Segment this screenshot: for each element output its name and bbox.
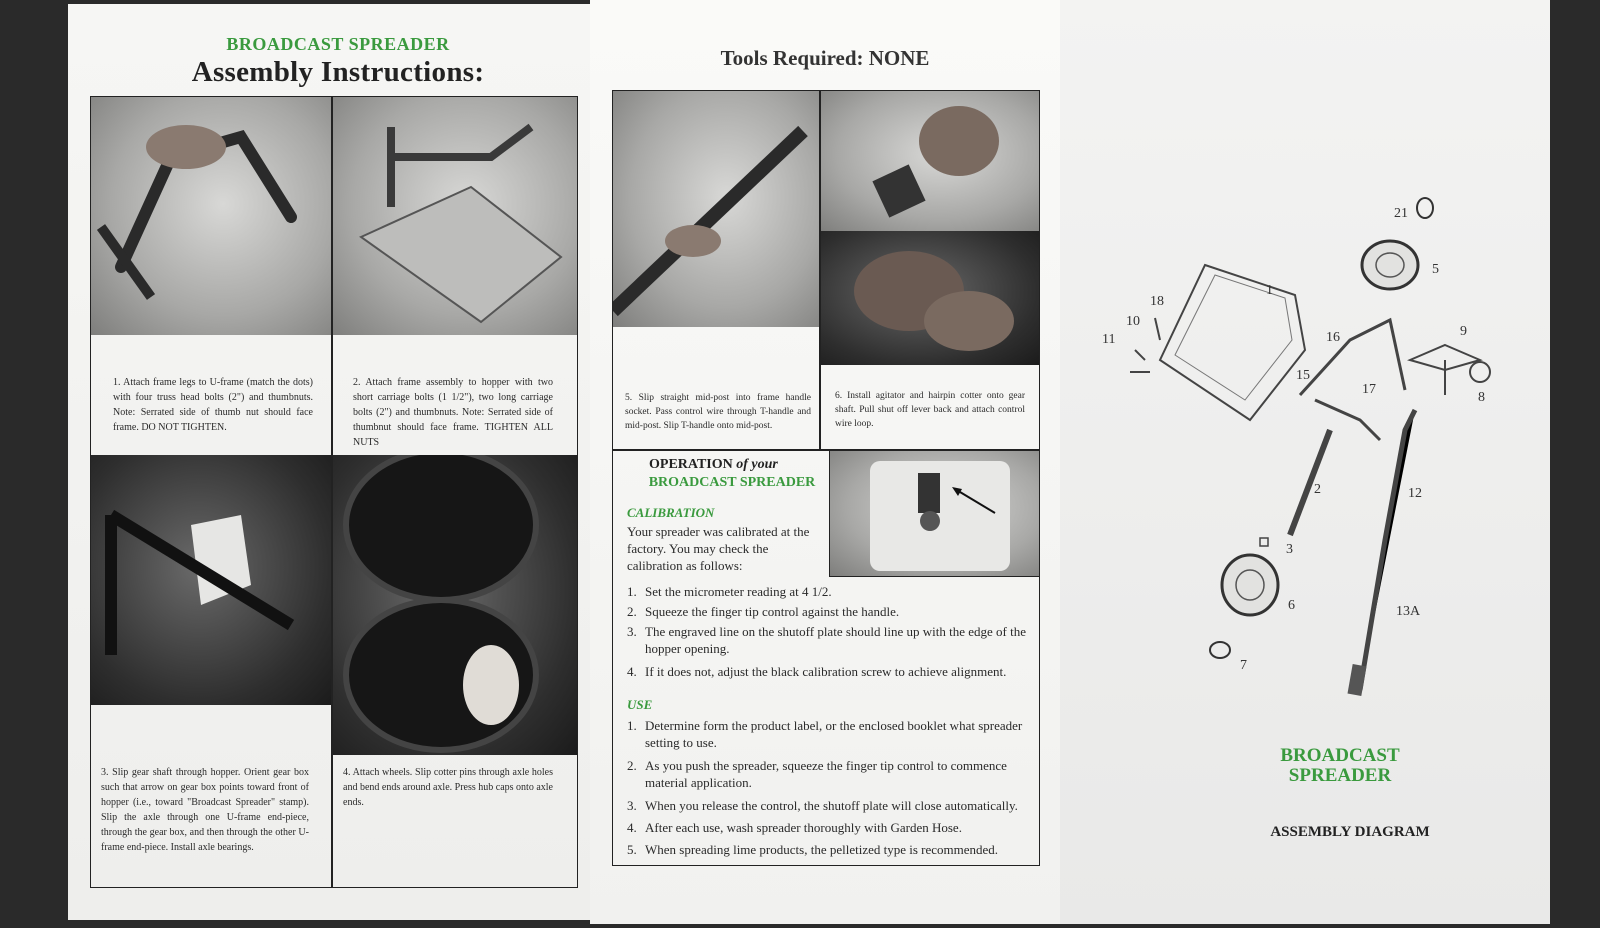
- part-number-21: 21: [1394, 206, 1408, 221]
- part-number-16: 16: [1326, 330, 1340, 345]
- operation-heading-of-your: of your: [736, 457, 778, 472]
- diagram-brand-line-1: BROADCAST: [1280, 745, 1400, 766]
- step-3-text: Slip gear shaft through hopper. Orient gear box such that arrow on gear box points toward front of hopper (i.e., toward "Broadcast Spreader" stamp). Slip the axle through one U-frame end-piece, through the gear box, and then through the other U-frame end-piece. Install axle bearings.: [101, 767, 310, 853]
- tools-required-title: Tools Required: NONE: [720, 46, 930, 70]
- gear-shaft-illustration: [91, 455, 331, 705]
- calibration-step: 3. The engraved line on the shutoff plate should line up with the edge of the hopper opening.: [627, 624, 1026, 656]
- step-5-caption: [625, 391, 811, 433]
- use-step: 2. As you push the spreader, squeeze the finger tip control to commence material application.: [627, 758, 1007, 790]
- part-number-2: 2: [1314, 482, 1321, 497]
- handle-illustration: [613, 91, 819, 327]
- step-2-photo: [331, 97, 577, 335]
- use-heading: USE: [627, 697, 653, 712]
- step-4-caption: [343, 765, 553, 810]
- agitator-illustration: [819, 91, 1039, 231]
- use-step: 1. Determine form the product label, or the enclosed booklet what spreader setting to use.: [627, 718, 1023, 750]
- step-3-caption: [101, 765, 309, 855]
- step-4-number: 4.: [343, 767, 351, 778]
- part-number-13a: 13A: [1396, 604, 1421, 619]
- middle-page: [590, 0, 1060, 924]
- operation-frame: 5. Slip straight mid-post into frame handle socket. Pass control wire through T-handle and mid-post. Slip T-handle onto mid-post. 6. Install agitator and hairpin cotter onto gear shaft. Pull shut off lever back and attach control wire loop. OPERATION of your BROADCAST SPREADER CALIBRATION Your spreader was calibrated at the factory. You may check the calibration as follows: 1. Set the micrometer reading at 4 1/2. 2. Squeeze the finger tip control against the handle. 3. The engraved line on the shutoff plate should line up with the edge of the hopper opening. 4. If it does not, adjust the black calibration screw to achieve alignment. USE 1. Determine form the product label, or the enclosed booklet what spreader setting to use. 2. As you push the spreader, squeeze the finger tip control to commence material application. 3. When you release the control, the shutoff plate will close automatically. 4. After each use, wash spreader thoroughly with Garden Hose. 5. When spreading lime products, the pelletized type is recommended.: [612, 90, 1040, 866]
- frame-legs-illustration: [91, 97, 331, 335]
- part-number-7: 7: [1240, 658, 1247, 673]
- part-number-10: 10: [1126, 314, 1140, 329]
- step-5-number: 5.: [625, 393, 633, 403]
- instructions-frame: [90, 96, 578, 888]
- part-number-8: 8: [1478, 390, 1485, 405]
- diagram-brand-line-2: SPREADER: [1288, 765, 1392, 786]
- step-6-text: Install agitator and hairpin cotter onto gear shaft. Pull shut off lever back and attach control wire loop.: [835, 391, 1026, 429]
- part-number-15: 15: [1296, 368, 1310, 383]
- step-1-number: 1.: [113, 377, 121, 388]
- step-2-caption: [353, 375, 553, 450]
- part-number-18: 18: [1150, 294, 1164, 309]
- part-number-12: 12: [1408, 486, 1422, 501]
- step-1-photo: [91, 97, 331, 335]
- step-5-photo: [613, 91, 819, 327]
- step-5-text: Slip straight mid-post into frame handle socket. Pass control wire through T-handle and mid-post. Slip T-handle onto mid-post.: [625, 393, 812, 431]
- diagram-title: ASSEMBLY DIAGRAM: [1270, 824, 1430, 840]
- hopper-illustration: [331, 97, 577, 335]
- step-6-photo-bottom: [819, 231, 1039, 365]
- step-1-caption: [113, 375, 313, 435]
- step-6-number: 6.: [835, 391, 843, 401]
- calibration-photo: [829, 451, 1039, 577]
- step-3-number: 3.: [101, 767, 109, 778]
- left-page: [68, 4, 590, 920]
- part-number-9: 9: [1460, 324, 1467, 339]
- step-3-photo: [91, 455, 331, 705]
- part-number-17: 17: [1362, 382, 1376, 397]
- right-page: [1060, 0, 1550, 924]
- calibration-heading: CALIBRATION: [627, 505, 715, 520]
- diagram-brand: [1250, 746, 1430, 786]
- step-6-caption: [835, 389, 1025, 431]
- operation-brand: BROADCAST SPREADER: [648, 475, 816, 490]
- step-1-text: Attach frame legs to U-frame (match the dots) with four truss head bolts (2") and thumbnuts. Note: Serrated side of thumb nut should face frame. DO NOT TIGHTEN.: [113, 377, 313, 433]
- part-number-11: 11: [1102, 332, 1116, 347]
- brand-heading: BROADCAST SPREADER: [226, 34, 450, 54]
- part-number-5: 5: [1432, 262, 1439, 277]
- part-number-3: 3: [1286, 542, 1293, 557]
- wheels-illustration: [331, 455, 577, 755]
- step-4-photo: [331, 455, 577, 755]
- calibration-intro: Your spreader was calibrated at the factory. You may check the calibration as follows:: [627, 524, 810, 573]
- operation-heading-word: OPERATION: [649, 457, 733, 472]
- step-6-photo-top: [819, 91, 1039, 231]
- control-wire-illustration: [819, 231, 1039, 365]
- operation-heading: [649, 457, 829, 473]
- page-title: Assembly Instructions:: [191, 56, 485, 88]
- step-2-text: Attach frame assembly to hopper with two short carriage bolts (1 1/2"), two long carriage bolts (2") and thumbnuts. Note: Serrated side of thumbnut should face frame. TIGHTEN ALL NUTS: [353, 377, 553, 448]
- step-4-text: Attach wheels. Slip cotter pins through axle holes and bend ends around axle. Press hub caps onto axle ends.: [343, 767, 553, 808]
- shutoff-plate-illustration: [830, 451, 1039, 577]
- part-number-1: 1: [1266, 283, 1273, 298]
- part-number-6: 6: [1288, 598, 1295, 613]
- step-2-number: 2.: [353, 377, 361, 388]
